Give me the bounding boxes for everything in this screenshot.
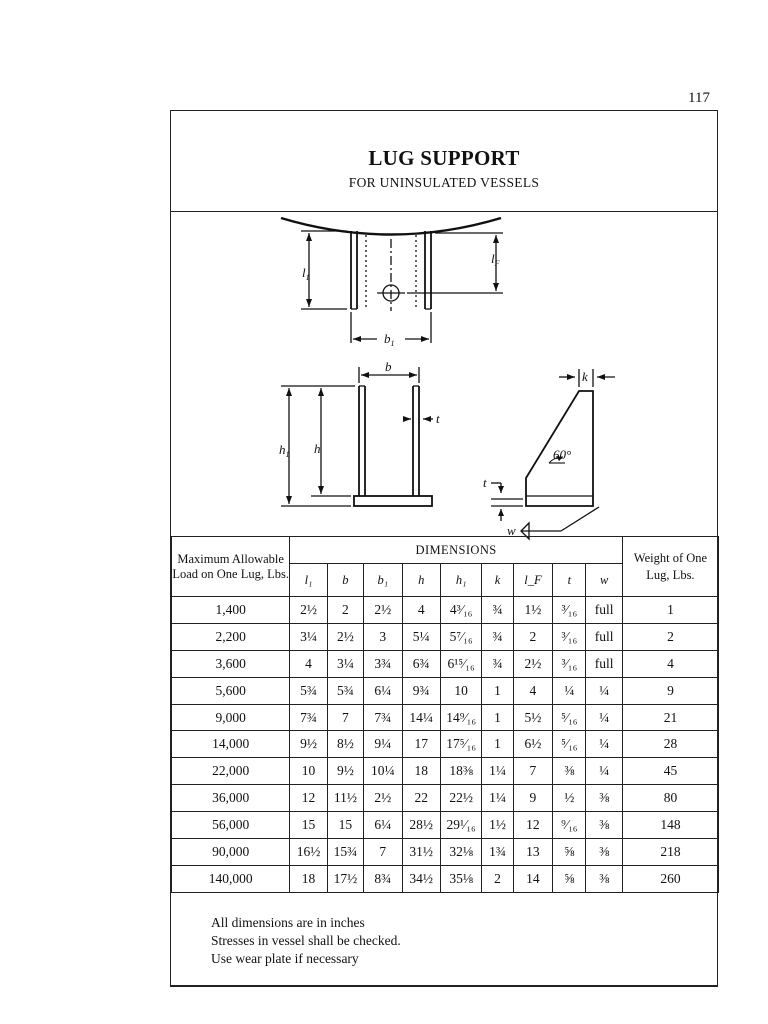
table-cell: 7¾ xyxy=(364,704,402,731)
table-cell: 3¾ xyxy=(364,650,402,677)
table-cell: full xyxy=(586,623,622,650)
label-t-base: t xyxy=(483,475,487,490)
table-cell: ¼ xyxy=(586,758,622,785)
table-cell: 22,000 xyxy=(172,758,290,785)
table-cell: 1½ xyxy=(513,597,552,624)
table-cell: ⁵⁄₁₆ xyxy=(553,704,586,731)
label-h: h xyxy=(314,441,321,456)
table-row xyxy=(172,865,719,892)
table-cell: 9¾ xyxy=(402,677,440,704)
table-cell: 1,400 xyxy=(172,597,290,624)
table-cell: 90,000 xyxy=(172,839,290,866)
table-cell: 2 xyxy=(482,865,513,892)
table-cell: 5½ xyxy=(513,704,552,731)
table-row xyxy=(172,758,719,785)
table-cell: 36,000 xyxy=(172,785,290,812)
table-cell: 12 xyxy=(290,785,327,812)
table-cell: 15 xyxy=(327,812,363,839)
table-cell: 1 xyxy=(482,731,513,758)
label-l1: $l_1$ xyxy=(302,265,310,282)
table-cell: 6¾ xyxy=(402,650,440,677)
table-cell: 18⅜ xyxy=(440,758,481,785)
label-w: w xyxy=(507,523,516,538)
table-cell: 6¼ xyxy=(364,812,402,839)
label-lF: $l_F$ xyxy=(491,251,500,268)
table-cell: 32⅛ xyxy=(440,839,481,866)
table-cell: ⅜ xyxy=(586,839,622,866)
table-cell: 4 xyxy=(513,677,552,704)
table-cell: 11½ xyxy=(327,785,363,812)
table-cell: 17 xyxy=(402,731,440,758)
col-w: w xyxy=(586,564,622,597)
col-h1: h₁ xyxy=(440,564,481,597)
table-cell: 148 xyxy=(622,812,718,839)
table-cell: 7 xyxy=(327,704,363,731)
table-cell: 1 xyxy=(482,704,513,731)
label-b: b xyxy=(385,359,392,374)
page-title: LUG SUPPORT xyxy=(368,146,520,170)
table-cell: 5¼ xyxy=(402,623,440,650)
table-cell: 2½ xyxy=(364,597,402,624)
table-cell: 18 xyxy=(290,865,327,892)
table-cell: ¼ xyxy=(553,677,586,704)
title-box xyxy=(171,111,717,212)
table-row xyxy=(172,812,719,839)
table-cell: ³⁄₁₆ xyxy=(553,597,586,624)
bottom-rule xyxy=(170,985,718,987)
table-cell: 10 xyxy=(440,677,481,704)
table-row xyxy=(172,597,719,624)
col-b: b xyxy=(327,564,363,597)
table-row xyxy=(172,785,719,812)
table-cell: 10 xyxy=(290,758,327,785)
table-cell: 2½ xyxy=(364,785,402,812)
table-cell: 1¼ xyxy=(482,758,513,785)
table-cell: 14¼ xyxy=(402,704,440,731)
header-dimensions: DIMENSIONS xyxy=(290,537,623,564)
table-row xyxy=(172,839,719,866)
table-cell: 1 xyxy=(622,597,718,624)
table-cell: ¾ xyxy=(482,623,513,650)
note-line: Use wear plate if necessary xyxy=(211,951,359,966)
table-cell: 28½ xyxy=(402,812,440,839)
dimension-table-wrapper xyxy=(171,536,719,893)
table-cell: 1¾ xyxy=(482,839,513,866)
header-weight: Weight of One Lug, Lbs. xyxy=(622,537,718,597)
table-cell: ⅜ xyxy=(553,758,586,785)
table-cell: full xyxy=(586,650,622,677)
label-k: k xyxy=(582,369,588,384)
table-cell: 10¼ xyxy=(364,758,402,785)
page-number: 117 xyxy=(688,90,710,106)
table-cell: 8½ xyxy=(327,731,363,758)
table-cell: 1½ xyxy=(482,812,513,839)
table-cell: 9 xyxy=(513,785,552,812)
table-cell: 9½ xyxy=(327,758,363,785)
table-cell: 4³⁄₁₆ xyxy=(440,597,481,624)
table-cell: 6½ xyxy=(513,731,552,758)
col-b1: b₁ xyxy=(364,564,402,597)
col-t: t xyxy=(553,564,586,597)
lug-diagram xyxy=(171,211,719,541)
table-cell: 22½ xyxy=(440,785,481,812)
table-cell: 2½ xyxy=(327,623,363,650)
table-row xyxy=(172,677,719,704)
table-cell: ¼ xyxy=(586,677,622,704)
table-cell: 9,000 xyxy=(172,704,290,731)
table-cell: 56,000 xyxy=(172,812,290,839)
table-cell: 28 xyxy=(622,731,718,758)
table-cell: ⅝ xyxy=(553,865,586,892)
col-k: k xyxy=(482,564,513,597)
table-cell: ¾ xyxy=(482,650,513,677)
lug-drawing-svg xyxy=(171,211,719,541)
label-b1: $b_1$ xyxy=(384,331,395,348)
table-cell: ¼ xyxy=(586,731,622,758)
table-cell: 7 xyxy=(364,839,402,866)
note-line: Stresses in vessel shall be checked. xyxy=(211,933,401,948)
table-cell: 4 xyxy=(622,650,718,677)
table-row xyxy=(172,731,719,758)
table-cell: 12 xyxy=(513,812,552,839)
table-row xyxy=(172,650,719,677)
label-angle: 60° xyxy=(553,447,572,462)
lug-support-sheet xyxy=(170,110,718,986)
table-cell: 5⁷⁄₁₆ xyxy=(440,623,481,650)
table-cell: 2,200 xyxy=(172,623,290,650)
table-cell: 2 xyxy=(513,623,552,650)
table-cell: 80 xyxy=(622,785,718,812)
table-cell: ⁹⁄₁₆ xyxy=(553,812,586,839)
page-subtitle: FOR UNINSULATED VESSELS xyxy=(348,175,540,190)
table-cell: 17½ xyxy=(327,865,363,892)
col-lF: l_F xyxy=(513,564,552,597)
table-cell: full xyxy=(586,597,622,624)
table-cell: 15¾ xyxy=(327,839,363,866)
table-cell: ⅝ xyxy=(553,839,586,866)
table-cell: ³⁄₁₆ xyxy=(553,650,586,677)
table-cell: 7 xyxy=(513,758,552,785)
table-cell: 5¾ xyxy=(290,677,327,704)
table-cell: 35⅛ xyxy=(440,865,481,892)
table-cell: 260 xyxy=(622,865,718,892)
table-cell: 15 xyxy=(290,812,327,839)
table-cell: 31½ xyxy=(402,839,440,866)
table-cell: 4 xyxy=(402,597,440,624)
table-cell: 6¼ xyxy=(364,677,402,704)
table-cell: 5,600 xyxy=(172,677,290,704)
table-cell: 3,600 xyxy=(172,650,290,677)
label-t-plate: t xyxy=(436,411,440,426)
table-cell: 8¾ xyxy=(364,865,402,892)
table-cell: 29¹⁄₁₆ xyxy=(440,812,481,839)
table-cell: 14⁹⁄₁₆ xyxy=(440,704,481,731)
table-cell: 9 xyxy=(622,677,718,704)
table-cell: ⅜ xyxy=(586,812,622,839)
table-cell: 16½ xyxy=(290,839,327,866)
note-line: All dimensions are in inches xyxy=(211,915,365,930)
table-cell: 9¼ xyxy=(364,731,402,758)
table-body xyxy=(172,597,719,893)
table-cell: ¾ xyxy=(482,597,513,624)
table-cell: 14,000 xyxy=(172,731,290,758)
table-cell: 2 xyxy=(327,597,363,624)
table-cell: 2½ xyxy=(290,597,327,624)
table-cell: 17⁵⁄₁₆ xyxy=(440,731,481,758)
table-row xyxy=(172,623,719,650)
table-cell: 140,000 xyxy=(172,865,290,892)
table-cell: 34½ xyxy=(402,865,440,892)
col-h: h xyxy=(402,564,440,597)
table-cell: ³⁄₁₆ xyxy=(553,623,586,650)
table-cell: ⅜ xyxy=(586,785,622,812)
table-cell: ⁵⁄₁₆ xyxy=(553,731,586,758)
label-h1: $h_1$ xyxy=(279,442,290,459)
table-cell: 22 xyxy=(402,785,440,812)
table-cell: 7¾ xyxy=(290,704,327,731)
table-cell: 18 xyxy=(402,758,440,785)
table-cell: 13 xyxy=(513,839,552,866)
table-cell: 2½ xyxy=(513,650,552,677)
table-cell: 1 xyxy=(482,677,513,704)
table-cell: 5¾ xyxy=(327,677,363,704)
table-cell: 21 xyxy=(622,704,718,731)
table-cell: 14 xyxy=(513,865,552,892)
table-cell: ⅜ xyxy=(586,865,622,892)
table-cell: 45 xyxy=(622,758,718,785)
table-cell: 3 xyxy=(364,623,402,650)
table-cell: 2 xyxy=(622,623,718,650)
table-row xyxy=(172,704,719,731)
table-cell: 1¼ xyxy=(482,785,513,812)
table-cell: 9½ xyxy=(290,731,327,758)
table-cell: ½ xyxy=(553,785,586,812)
table-cell: 218 xyxy=(622,839,718,866)
table-cell: 3¼ xyxy=(290,623,327,650)
col-l1: l₁ xyxy=(290,564,327,597)
table-cell: 6¹⁵⁄₁₆ xyxy=(440,650,481,677)
table-cell: 4 xyxy=(290,650,327,677)
notes xyxy=(211,914,401,968)
table-cell: ¼ xyxy=(586,704,622,731)
table-cell: 3¼ xyxy=(327,650,363,677)
header-load: Maximum Allowable Load on One Lug, Lbs. xyxy=(172,537,290,597)
dimension-table xyxy=(171,536,719,893)
